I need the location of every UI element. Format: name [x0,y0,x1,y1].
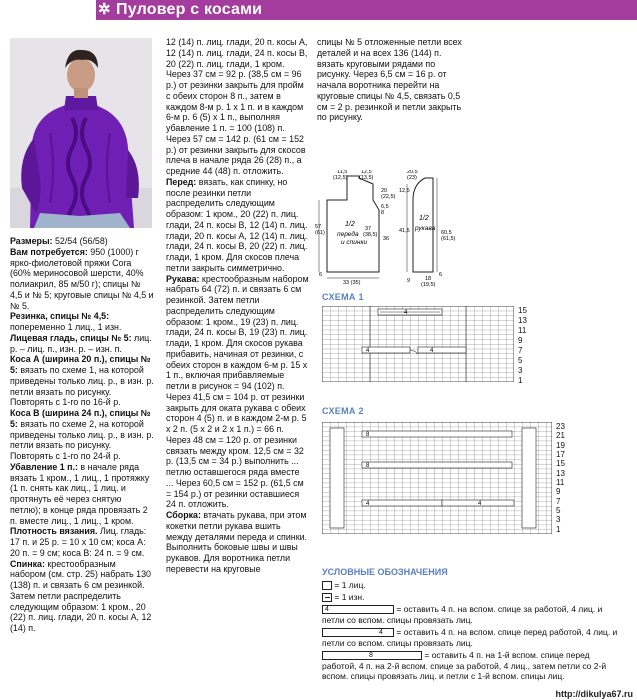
schema-1-title: СХЕМА 1 [322,292,364,302]
legend-knit: = 1 лиц. [322,580,366,591]
schema-2-grid [322,422,552,539]
back-text: Спинка: крестообразным набором (см. стр. 25) набрать 130 (138) п. и связать 6 см резинкой. Затем петли распределить следующим образом: 1 кром., 20 (22) п. лиц. глади, 20 п. косы А, 12 (14) п. [10,558,152,633]
sleeves-text: Рукава: крестообразным набором набрать 64 (72) п. и связать 6 см резинкой. Затем петли распределить следующим образом: 1 кром., 19 (23) п. лиц. глади, 24 п. косы В, 19 (23) п. лиц. глади, 1 кром. Для скосов рукава прибавить, начиная от резинки, с обеих сторон в каждом 6-м р. 15 х 1 п., включая прибавляемые петли в рисунок = 94 (102) п. Через 41,5 см = 104 р. от резинки закрыть для оката рукава с обеих сторон 4 (5) п. и в каждом 2-м р. 5 х 2 п. (5 х 2 и 2 х 1 п.) = 66 п. Через 48 см = 120 р. от резинки связать между кром. 12,5 см = 32 р. (13,5 см = 34 р.) выполнить ... петлю оставшегося ряда вместе ... Через 60,5 см = 152 р. (61,5 см = 154 р.) от резинки оставшиеся 24 п. отложить. [166,273,309,510]
schema-2-title: СХЕМА 2 [322,406,364,416]
diagram-label: (23) [407,175,417,181]
diagram-label: 6 [319,272,323,278]
ribbing-text: Резинка, спицы № 4,5: попеременно 1 лиц., 1 изн. [10,311,122,332]
purl-symbol-icon [322,593,332,602]
legend-cross-front: 4 = оставить 4 п. на вспом. спице перед работой, 4 лиц. и петли со вспом. спицы провязать лиц. [322,627,618,648]
instructions-column-1 [10,236,154,634]
legend-purl: = 1 изн. [322,592,365,603]
diagram-label: 60,5 [441,230,452,236]
instructions-column-2 [166,37,309,575]
diagram-label: (13,5) [359,175,374,181]
back-cont-text: 12 (14) п. лиц. глади, 20 п. косы А, 12 (14) п. лиц. глади, 24 п. косы В, 20 (22) п. лиц. глади, 1 кром. Через 37 см = 92 р. (38,5 см = 96 р.) от резинки закрыть для пройм с обеих сторон 8 п., затем в каждом 8-м р. 1 х 1 п. и в каждом 6-м р. 6 (5) х 1 п., выполняя убавление 1 п. = 100 (108) п. Через 57 см = 142 р. (61 см = 152 р.) от резинки закрыть для скосов плеча в начале ряда 26 (28) п., а средние 44 (48) п. отложить. [166,37,308,176]
diagram-label: 8 [381,210,385,216]
front-text: Перед: вязать, как спинку, но после резинки петли распределить следующим образом: 1 кром., 20 (22) п. лиц. глади, 24 п. косы В, 12 (14) п. лиц. глади, 20 п. косы А, 12 (14) п. лиц. глади, 24 п. косы В, 20 (22) п. лиц. глади, 1 кром. Для скосов плеча петли закрыть симметрично. [166,176,308,273]
diagram-label: 6 [439,272,443,278]
diagram-label: рукава [415,225,436,232]
diagram-label: 20 [381,188,388,194]
diagram-label: 6,5 [381,204,389,210]
cross-back-symbol-icon: 4 [322,605,394,614]
legend-title: УСЛОВНЫЕ ОБОЗНАЧЕНИЯ [322,567,448,577]
cable-b-text: Коса В (ширина 24 п.), спицы № 5: вязать по схеме 2, на которой приведены только лиц. р., в изн. р. петли вязать по рисунку. Повторять с 1-го по 24-й р. [10,408,154,461]
cable-a-text: Коса А (ширина 20 п.), спицы № 5: вязать по схеме 1, на которой приведены только лиц. р., в изн. р. петли вязать по рисунку. Повторять с 1-го по 16-й р. [10,354,154,408]
page-title: Пуловер с косами [116,1,263,18]
diagram-label: (38,5) [363,232,378,238]
legend-cross-back: 4 = оставить 4 п. на вспом. спице за работой, 4 лиц. и петли со вспом. спицы провязать лиц. [322,604,603,625]
knit-symbol-icon [322,581,332,590]
gauge-text: Плотность вязания. Лиц. гладь: 17 п. и 25 р. = 10 х 10 см; коса А: 20 п. = 9 см; коса В: 24 п. = 9 см. [10,526,147,558]
diagram-label: 12,5 [399,188,410,194]
diagram-label: и спинки [341,239,368,246]
diagram-label: 36 [383,236,390,242]
diagram-label: 57 [315,224,322,230]
header-banner [0,0,637,22]
source-url: http://dikulya67.ru [555,689,633,699]
diagram-label: 12,5 [361,170,372,175]
pattern-diagram [315,170,475,288]
diagram-label: 20,5 [407,170,418,175]
cross-number: 4 [430,348,434,354]
diagram-label: 11,5 [337,170,348,175]
cross-number: 8 [366,432,370,438]
diagram-label: (22,5) [381,194,396,200]
cross-number: 4 [478,501,482,507]
diagram-label: переда [337,231,359,238]
diagram-label: (12,5) [333,175,348,181]
diagram-label: 18 [425,276,432,282]
diagram-label: 1/2 [345,221,355,228]
collar-text: спицы № 5 отложенные петли всех деталей и на всех 136 (144) п. вязать круговыми рядами по рисунку. Через 6,5 см = 16 р. от начала воротника перейти на круговые спицы № 4,5, связать 0,5 см = 2 р. резинкой и петли закрыть по рисунку. [317,37,462,123]
schema-2-row-numbers: 23 21 19 17 15 13 11 9 7 5 3 1 [556,422,565,534]
schema-1-row-numbers: 15 13 11 9 7 5 3 1 [518,306,527,385]
diagram-label: (61,5) [441,236,456,242]
model-photo [10,38,152,228]
diagram-label: (61) [315,230,325,236]
legend-cross-double: 8 = оставить 4 п. на 1-й вспом. спице перед работой, 4 п. на 2-й вспом. спице за работой, 4 лиц., затем петли со 2-й вспом. спицы провязать лиц. и петли с 1-й вспом. спицы лиц. [322,650,607,681]
diagram-label: 1/2 [419,215,429,222]
diagram-label: (19,5) [421,282,436,288]
cross-double-symbol-icon: 8 [322,651,422,660]
star-icon: ✲ [98,1,111,18]
diagram-label: 41,5 [399,228,410,234]
cross-number: 4 [404,310,408,316]
cross-number: 4 [366,501,370,507]
diagram-label: 37 [365,226,372,232]
instructions-column-3 [317,37,462,123]
decrease-text: Убавление 1 п.: в начале ряда вязать 1 кром., 1 лиц., 1 протяжку (1 п. снять как лиц., 1 лиц. и протянуть её через снятую петлю); в конце ряда провязать 2 п. вместе лиц., 1 лиц., 1 кром. [10,461,150,526]
schema-1-grid [322,306,514,387]
stockinette-text: Лицевая гладь, спицы № 5: лиц. р. – лиц. п., изн. р. – изн. п. [10,332,152,354]
cross-number: 4 [366,348,370,354]
assembly-text: Сборка: втачать рукава, при этом кокетки петли рукава вшить между деталями переда и спинки. Выполнить боковые швы и швы рукавов. Для воротника петли перевести на круговые [166,510,308,574]
cross-number: 8 [366,463,370,469]
diagram-label: 9 [407,278,411,284]
diagram-label: 33 (35) [343,280,361,286]
materials-text: Вам потребуется: 950 (1000) г ярко-фиолетовой пряжи Cora (60% мериносовой шерсти, 40% полиакрил, 85 м/50 г); спицы № 4,5 и № 5; круговые спицы № 4,5 и № 5. [10,246,154,311]
sizes-text: Размеры: 52/54 (56/58) [10,236,108,246]
cross-front-symbol-icon: 4 [322,628,394,637]
